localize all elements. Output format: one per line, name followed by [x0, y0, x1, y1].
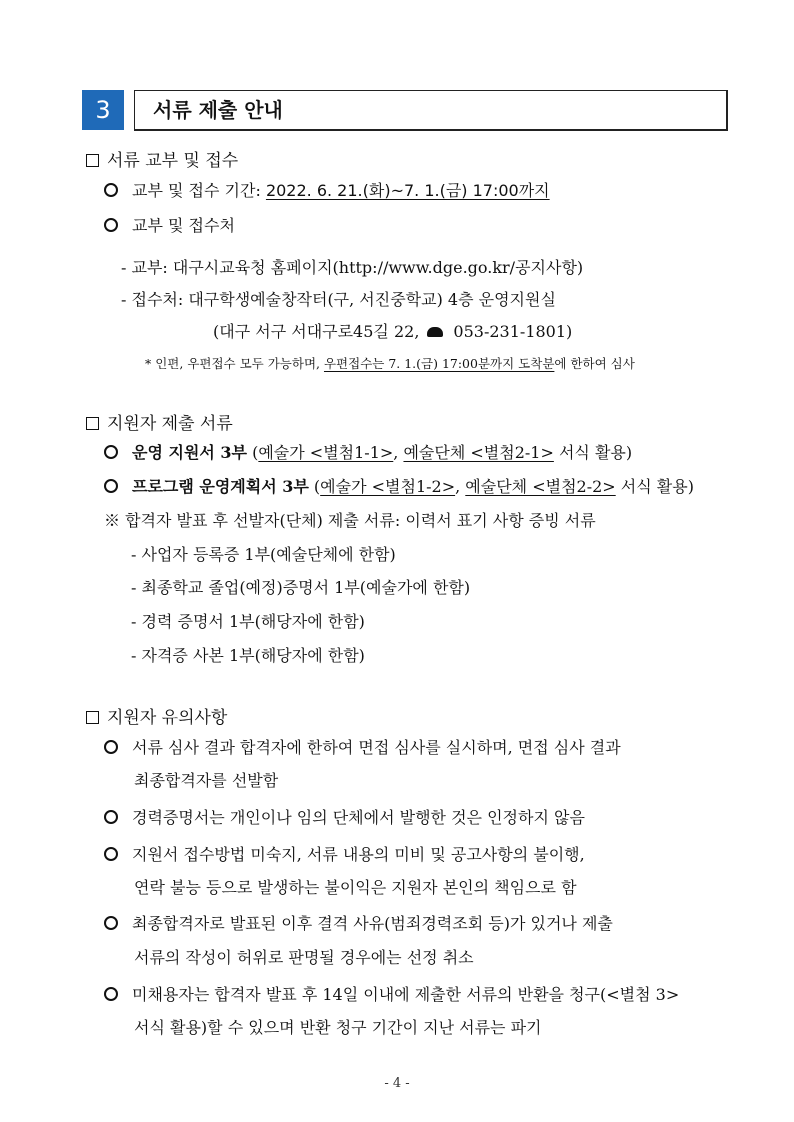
item-text: 서식 활용)	[615, 477, 694, 496]
item-text: ,	[393, 443, 404, 462]
notice-item	[104, 845, 585, 865]
circle-bullet-icon	[104, 740, 118, 754]
item-underlined: 예술단체 <별첨2-2>	[465, 477, 616, 496]
square-bullet-icon	[86, 154, 99, 167]
notice-line: 서류 심사 결과 합격자에 한하여 면접 심사를 실시하며, 면접 심사 결과	[132, 738, 621, 757]
square-bullet-icon	[86, 711, 99, 724]
heading-required-documents	[86, 414, 233, 434]
notice-line: 최종합격자를 선발함	[134, 771, 279, 790]
notice-item	[104, 738, 621, 758]
item-underlined: 예술가 <별첨1-1>	[258, 443, 394, 462]
notice-line: 미채용자는 합격자 발표 후 14일 이내에 제출한 서류의 반환을 청구(<별첨 3>	[132, 985, 680, 1004]
mail-note	[145, 355, 635, 373]
note-text: * 인편, 우편접수 모두 가능하며,	[145, 356, 324, 371]
item-bold: 프로그램 운영계획서 3부	[132, 477, 309, 496]
bullet-program-plan	[104, 477, 694, 497]
notice-line: 최종합격자로 발표된 이후 결격 사유(범죄경력조회 등)가 있거나 제출	[132, 914, 613, 933]
phone-number: 053-231-1801)	[453, 322, 573, 341]
dash-reception: - 접수처: 대구학생예술창작터(구, 서진중학교) 4층 운영지원실	[121, 290, 556, 309]
note-underlined: 우편접수는 7. 1.(금) 17:00분까지 도착분	[323, 356, 555, 371]
circle-bullet-icon	[104, 218, 118, 232]
doc-list-item: - 사업자 등록증 1부(예술단체에 한함)	[131, 545, 396, 564]
heading-applicant-notes	[86, 708, 227, 728]
section-number-badge: 3	[82, 90, 124, 130]
circle-bullet-icon	[104, 810, 118, 824]
heading-document-distribution	[86, 151, 238, 171]
notice-line: 경력증명서는 개인이나 임의 단체에서 발행한 것은 인정하지 않음	[132, 808, 585, 827]
bullet-place	[104, 216, 235, 236]
doc-list-item: - 최종학교 졸업(예정)증명서 1부(예술가에 한함)	[131, 578, 471, 597]
square-bullet-icon	[86, 417, 99, 430]
circle-bullet-icon	[104, 987, 118, 1001]
note-text-end: 에 한하여 심사	[554, 356, 635, 371]
page-number: - 4 -	[384, 1076, 410, 1091]
dash-distribution: - 교부: 대구시교육청 홈페이지(http://www.dge.go.kr/공지사항)	[121, 258, 584, 277]
heading-text: 지원자 유의사항	[107, 708, 228, 728]
address-text: (대구 서구 서대구로45길 22,	[213, 322, 420, 341]
bullet-application-form	[104, 443, 632, 463]
place-label: 교부 및 접수처	[132, 216, 235, 235]
item-text: (	[308, 477, 321, 496]
item-underlined: 예술가 <별첨1-2>	[320, 477, 456, 496]
notice-line: 지원서 접수방법 미숙지, 서류 내용의 미비 및 공고사항의 불이행,	[132, 845, 585, 864]
doc-list-item: - 자격증 사본 1부(해당자에 한함)	[131, 646, 365, 665]
period-value: 2022. 6. 21.(화)~7. 1.(금) 17:00까지	[265, 181, 550, 200]
address-line	[213, 322, 572, 342]
period-label: 교부 및 접수 기간:	[132, 181, 266, 200]
bullet-period	[104, 181, 550, 201]
circle-bullet-icon	[104, 445, 118, 459]
item-text: 서식 활용)	[553, 443, 633, 462]
notice-line: 서류의 작성이 허위로 판명될 경우에는 선정 취소	[134, 948, 474, 967]
notice-line: 서식 활용)할 수 있으며 반환 청구 기간이 지난 서류는 파기	[134, 1018, 542, 1037]
circle-bullet-icon	[104, 183, 118, 197]
notice-item	[104, 808, 585, 828]
notice-item	[104, 914, 613, 934]
doc-list-item: - 경력 증명서 1부(해당자에 한함)	[131, 612, 365, 631]
heading-text: 지원자 제출 서류	[107, 414, 233, 434]
selected-documents-note: ※ 합격자 발표 후 선발자(단체) 제출 서류: 이력서 표기 사항 증빙 서류	[104, 511, 596, 530]
item-underlined: 예술단체 <별첨2-1>	[403, 443, 554, 462]
circle-bullet-icon	[104, 916, 118, 930]
notice-line: 연락 불능 등으로 발생하는 불이익은 지원자 본인의 책임으로 함	[134, 878, 577, 897]
section-title-box	[134, 90, 728, 131]
heading-text: 서류 교부 및 접수	[107, 151, 239, 171]
circle-bullet-icon	[104, 847, 118, 861]
notice-item	[104, 985, 679, 1005]
item-text: ,	[455, 477, 466, 496]
item-bold: 운영 지원서 3부	[132, 443, 248, 462]
item-text: (	[247, 443, 259, 462]
section-title: 서류 제출 안내	[153, 98, 283, 122]
circle-bullet-icon	[104, 479, 118, 493]
telephone-icon	[427, 327, 443, 337]
